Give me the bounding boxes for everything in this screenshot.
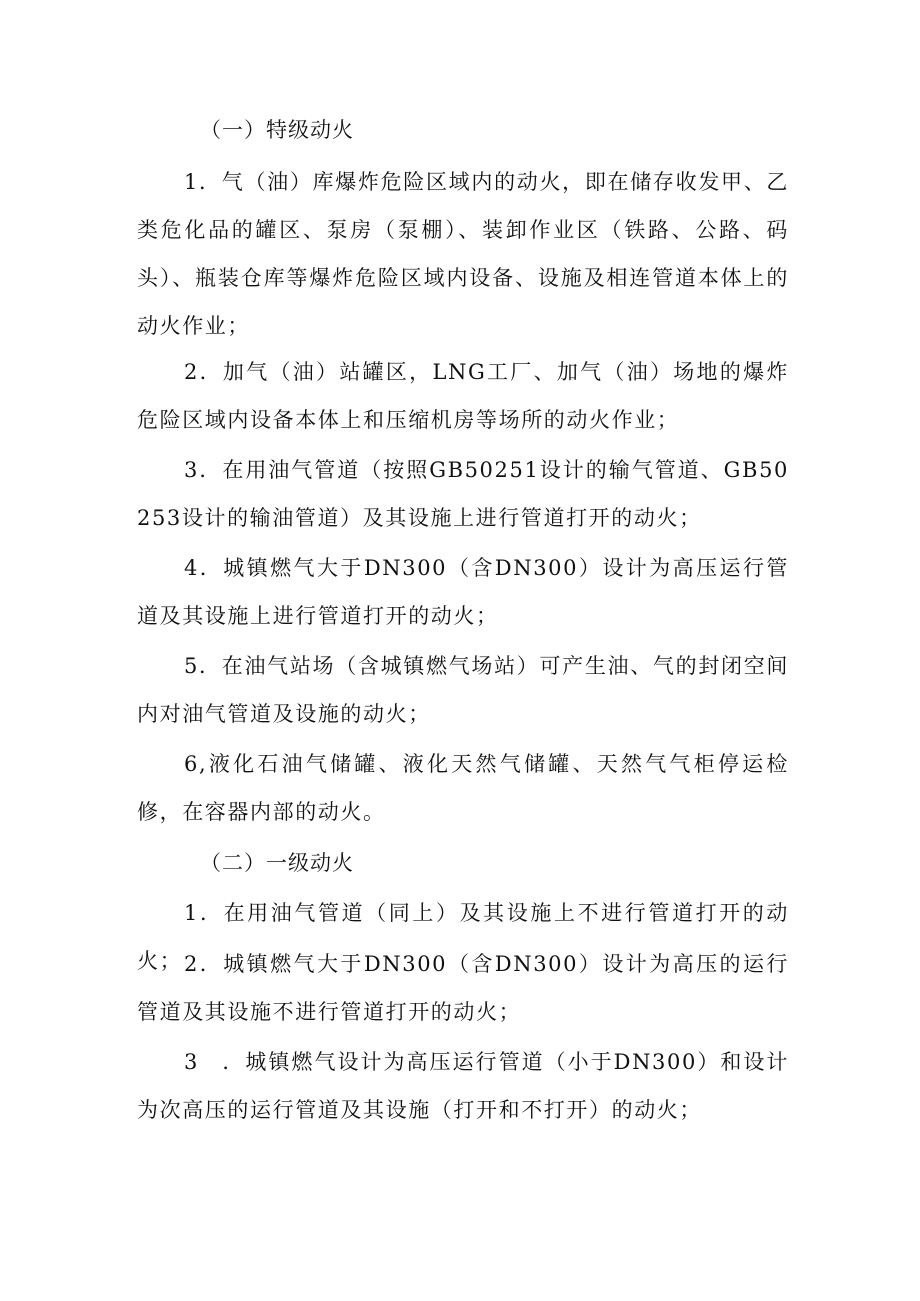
paragraph-special-1: 1．气（油）库爆炸危险区域内的动火，即在储存收发甲、乙类危化品的罐区、泵房（泵棚）、装卸作业区（铁路、公路、码头）、瓶装仓库等爆炸危险区域内设备、设施及相连管道本体上的动火作业；: [137, 170, 789, 338]
paragraph-first-level-2: 2．城镇燃气大于DN300（含DN300）设计为高压的运行管道及其设施不进行管道打开的动火；: [137, 952, 789, 1024]
paragraph-first-level-1: 1．在用油气管道（同上）及其设施上不进行管道打开的动火；: [137, 901, 789, 973]
paragraph-special-6: 6,液化石油气储罐、液化天然气储罐、天然气气柜停运检修，在容器内部的动火。: [137, 752, 789, 824]
paragraph-special-3: 3．在用油气管道（按照GB50251设计的输气管道、GB50253设计的输油管道）及其设施上进行管道打开的动火；: [137, 458, 789, 530]
paragraph-special-2: 2．加气（油）站罐区，LNG工厂、加气（油）场地的爆炸危险区域内设备本体上和压缩机房等场所的动火作业；: [137, 360, 789, 432]
paragraph-special-4: 4．城镇燃气大于DN300（含DN300）设计为高压运行管道及其设施上进行管道打开的动火；: [137, 556, 789, 628]
paragraph-first-level-3: 3 ．城镇燃气设计为高压运行管道（小于DN300）和设计为次高压的运行管道及其设施（打开和不打开）的动火；: [137, 1050, 789, 1122]
paragraph-special-5: 5．在油气站场（含城镇燃气场站）可产生油、气的封闭空间内对油气管道及设施的动火；: [137, 654, 789, 726]
section-heading-special-hot-work: （一）特级动火: [200, 118, 354, 142]
section-heading-first-level-hot-work: （二）一级动火: [200, 851, 354, 875]
